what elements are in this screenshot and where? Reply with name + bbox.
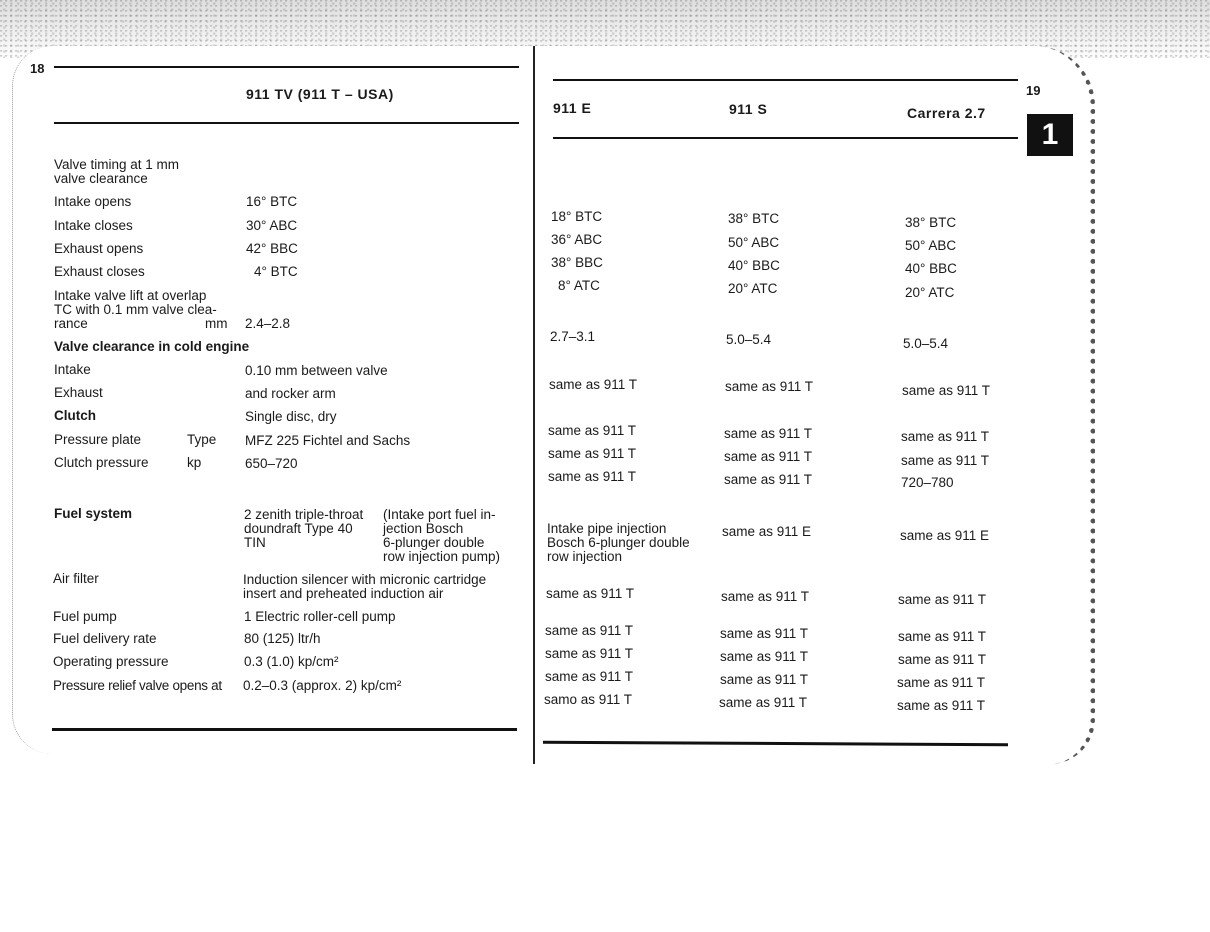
cell: 38° BTC [728,211,780,226]
cell: 40° BBC [905,261,957,276]
cell: same as 911 T [902,383,991,398]
cell: 5.0–5.4 [903,336,949,351]
cell: same as 911 E [900,528,990,543]
cell: 50° ABC [905,238,957,253]
cell: Bosch 6-plunger double [547,535,690,550]
row-value: 650–720 [245,456,298,471]
cell: same as 911 T [545,623,634,638]
cell: same as 911 T [720,626,809,641]
fuel-text: doundraft Type 40 [244,521,353,536]
valve-lift-value: 2.4–2.8 [245,316,291,331]
row-label: Fuel pump [53,609,117,624]
row-value: 16° BTC [246,194,298,209]
row-value: 4° BTC [254,264,298,279]
cell: same as 911 T [898,629,987,644]
header-rule-right [553,137,1018,139]
page-heading-left: 911 TV (911 T – USA) [246,86,394,102]
cell: same as 911 T [724,472,813,487]
cell: 18° BTC [551,209,603,224]
row-unit: Type [187,432,217,447]
cell: same as 911 T [719,695,808,710]
row-value: Induction silencer with micronic cartridge [243,572,487,587]
row-value: MFZ 225 Fichtel and Sachs [245,433,411,448]
cell: row injection [547,549,623,564]
valve-lift-label-3: rance [54,316,88,331]
cell: same as 911 T [548,423,637,438]
cell: same as 911 T [724,449,813,464]
row-label: Exhaust opens [54,241,144,256]
cell: 50° ABC [728,235,780,250]
column-header-911s: 911 S [729,101,768,117]
cell: same as 911 T [901,453,990,468]
fuel-text: jection Bosch [383,521,464,536]
row-label: Fuel delivery rate [53,631,157,646]
cell: same as 911 T [898,592,987,607]
cell: 40° BBC [728,258,780,273]
row-label: Operating pressure [53,654,169,669]
column-header-911e: 911 E [553,100,592,116]
row-label: Clutch pressure [54,455,149,470]
cell: samo as 911 T [544,692,633,707]
row-label: Pressure plate [54,432,142,447]
row-value: 42° BBC [246,241,298,256]
column-header-carrera: Carrera 2.7 [907,105,986,121]
valve-lift-label-1: Intake valve lift at overlap [54,288,207,303]
valve-timing-label-1: Valve timing at 1 mm [54,157,180,172]
row-label: Intake closes [54,218,133,233]
cell: same as 911 T [549,377,638,392]
cell: same as 911 T [720,649,809,664]
cell: same as 911 T [724,426,813,441]
row-value: 0.10 mm between valve [245,363,388,378]
cell: same as 911 T [897,698,986,713]
row-label: Pressure relief valve opens at [53,678,222,693]
cell: same as 911 T [897,675,986,690]
cell: same as 911 T [901,429,990,444]
cell: same as 911 T [545,669,634,684]
cell: 20° ATC [728,281,778,296]
cell: 5.0–5.4 [726,332,772,347]
row-value: 0.3 (1.0) kp/cm² [244,654,339,669]
fuel-text: TIN [244,535,266,550]
page-number-right: 19 [1026,83,1041,98]
row-label: Exhaust [54,385,103,400]
fuel-text: 2 zenith triple-throat [244,507,364,522]
cell: 8° ATC [558,278,600,293]
row-value: 0.2–0.3 (approx. 2) kp/cm² [243,678,402,693]
cell: same as 911 E [722,524,812,539]
cell: same as 911 T [898,652,987,667]
section-heading-valve-clearance: Valve clearance in cold engine [54,339,250,354]
cell: same as 911 T [725,379,814,394]
row-value: insert and preheated induction air [243,586,444,601]
row-value: 30° ABC [246,218,298,233]
row-label: Intake opens [54,194,132,209]
cell: same as 911 T [720,672,809,687]
row-value: and rocker arm [245,386,336,401]
header-rule-left [54,122,519,124]
cell: same as 911 T [545,646,634,661]
cell: same as 911 T [721,589,810,604]
cell: same as 911 T [548,469,637,484]
cell: 20° ATC [905,285,955,300]
fuel-text: (Intake port fuel in- [383,507,496,522]
cell: 38° BTC [905,215,957,230]
row-value: 80 (125) ltr/h [244,631,321,646]
top-rule-right [553,79,1018,81]
section-heading-clutch: Clutch [54,408,96,423]
top-rule-left [54,66,519,68]
cell: same as 911 T [546,586,635,601]
valve-timing-label-2: valve clearance [54,171,148,186]
row-value: Single disc, dry [245,409,337,424]
cell: same as 911 T [548,446,637,461]
section-tab-marker: 1 [1027,114,1073,156]
page-number-left: 18 [30,61,45,76]
valve-lift-label-2: TC with 0.1 mm valve clea- [54,302,217,317]
row-label: Intake [54,362,91,377]
row-unit: kp [187,455,202,470]
valve-lift-unit: mm [205,316,228,331]
cell: 720–780 [901,475,954,490]
bottom-rule-left [52,728,517,731]
cell: 38° BBC [551,255,603,270]
row-label: Air filter [53,571,99,586]
cell: 2.7–3.1 [550,329,596,344]
fuel-text: 6-plunger double [383,535,485,550]
fuel-text: row injection pump) [383,549,501,564]
cell: Intake pipe injection [547,521,667,536]
row-value: 1 Electric roller-cell pump [244,609,396,624]
row-label: Exhaust closes [54,264,145,279]
cell: 36° ABC [551,232,603,247]
section-heading-fuel-system: Fuel system [54,506,133,521]
